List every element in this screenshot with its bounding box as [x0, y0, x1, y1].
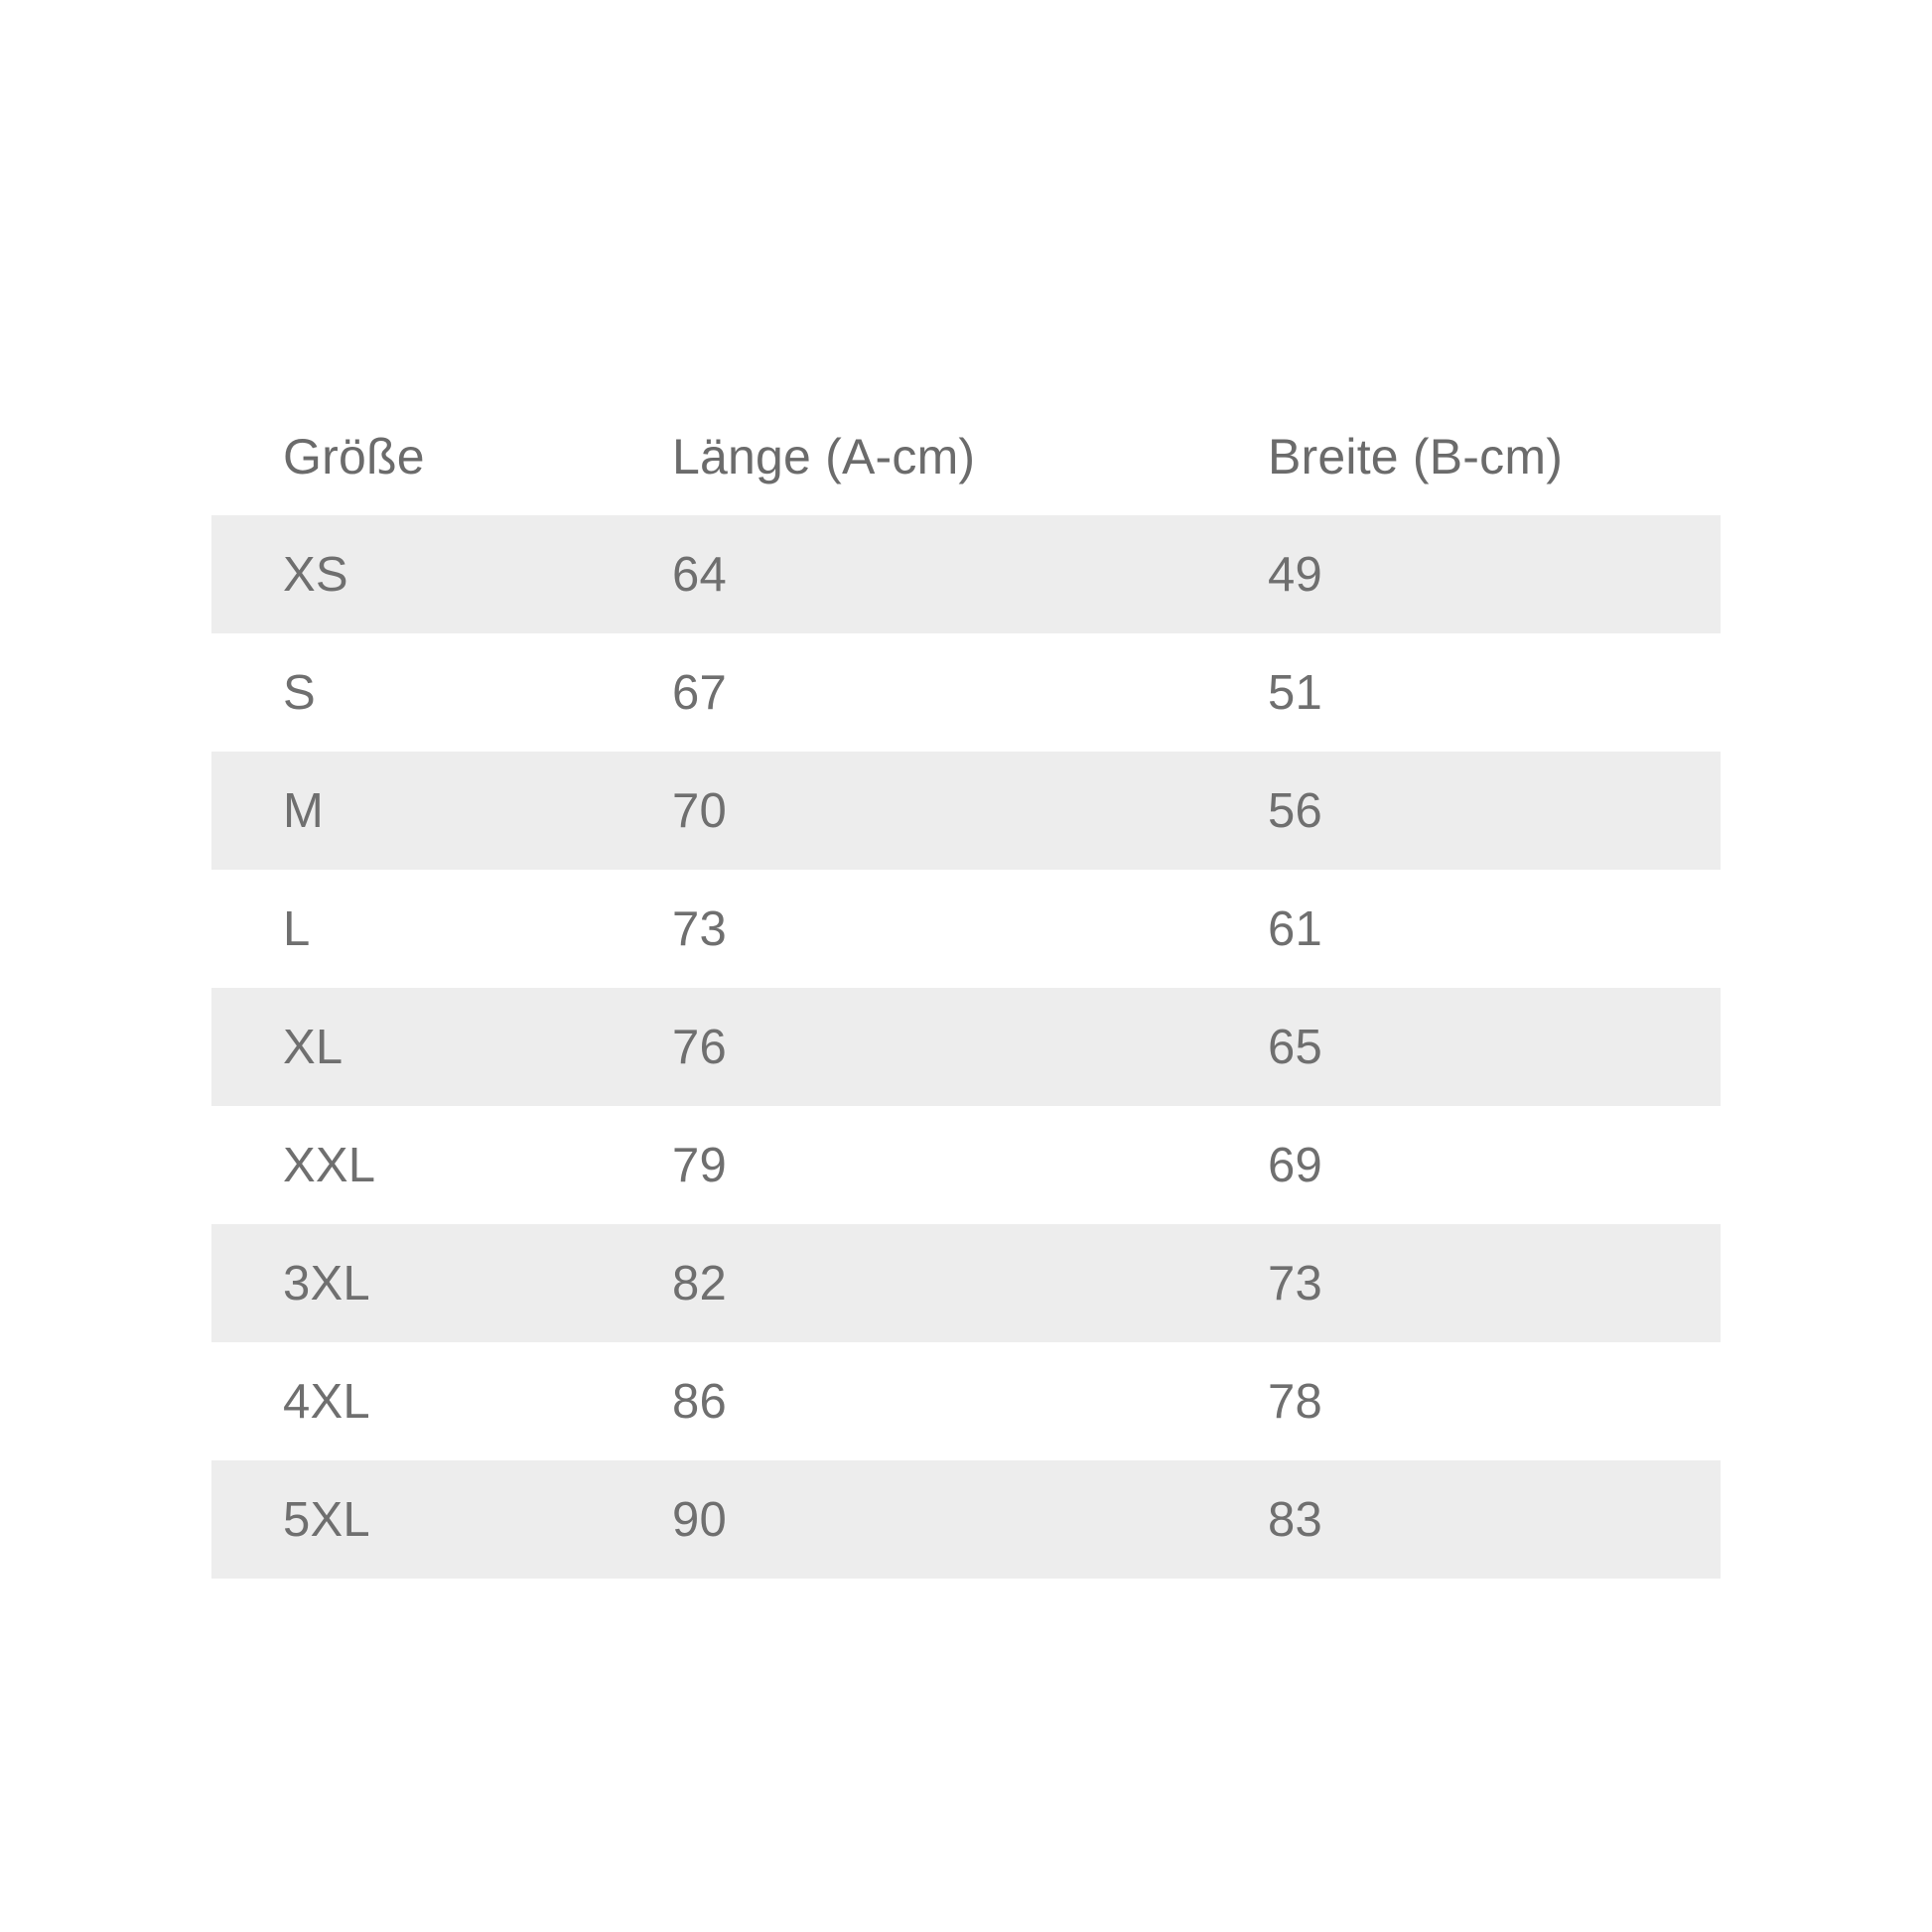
cell-length: 86 — [628, 1342, 1224, 1460]
cell-size: L — [211, 870, 628, 988]
size-chart-container — [211, 397, 1721, 1579]
table-header — [211, 397, 1721, 515]
cell-width: 49 — [1224, 515, 1721, 633]
cell-width: 83 — [1224, 1460, 1721, 1579]
column-header-size: Größe — [211, 397, 628, 515]
cell-length: 73 — [628, 870, 1224, 988]
table-body — [211, 515, 1721, 1579]
cell-length: 76 — [628, 988, 1224, 1106]
cell-width: 51 — [1224, 633, 1721, 752]
table-row — [211, 1342, 1721, 1460]
cell-length: 64 — [628, 515, 1224, 633]
table-row — [211, 752, 1721, 870]
cell-length: 90 — [628, 1460, 1224, 1579]
cell-size: 5XL — [211, 1460, 628, 1579]
table-row — [211, 1224, 1721, 1342]
table-header-row — [211, 397, 1721, 515]
table-row — [211, 1106, 1721, 1224]
cell-width: 65 — [1224, 988, 1721, 1106]
cell-length: 70 — [628, 752, 1224, 870]
cell-width: 73 — [1224, 1224, 1721, 1342]
cell-width: 69 — [1224, 1106, 1721, 1224]
cell-width: 56 — [1224, 752, 1721, 870]
cell-size: S — [211, 633, 628, 752]
cell-length: 82 — [628, 1224, 1224, 1342]
table-row — [211, 633, 1721, 752]
table-row — [211, 515, 1721, 633]
cell-length: 79 — [628, 1106, 1224, 1224]
cell-length: 67 — [628, 633, 1224, 752]
column-header-length: Länge (A-cm) — [628, 397, 1224, 515]
cell-size: M — [211, 752, 628, 870]
size-chart-table — [211, 397, 1721, 1579]
table-row — [211, 870, 1721, 988]
table-row — [211, 988, 1721, 1106]
column-header-width: Breite (B-cm) — [1224, 397, 1721, 515]
cell-size: XXL — [211, 1106, 628, 1224]
cell-size: XS — [211, 515, 628, 633]
cell-size: 3XL — [211, 1224, 628, 1342]
cell-size: 4XL — [211, 1342, 628, 1460]
cell-width: 61 — [1224, 870, 1721, 988]
cell-width: 78 — [1224, 1342, 1721, 1460]
cell-size: XL — [211, 988, 628, 1106]
table-row — [211, 1460, 1721, 1579]
